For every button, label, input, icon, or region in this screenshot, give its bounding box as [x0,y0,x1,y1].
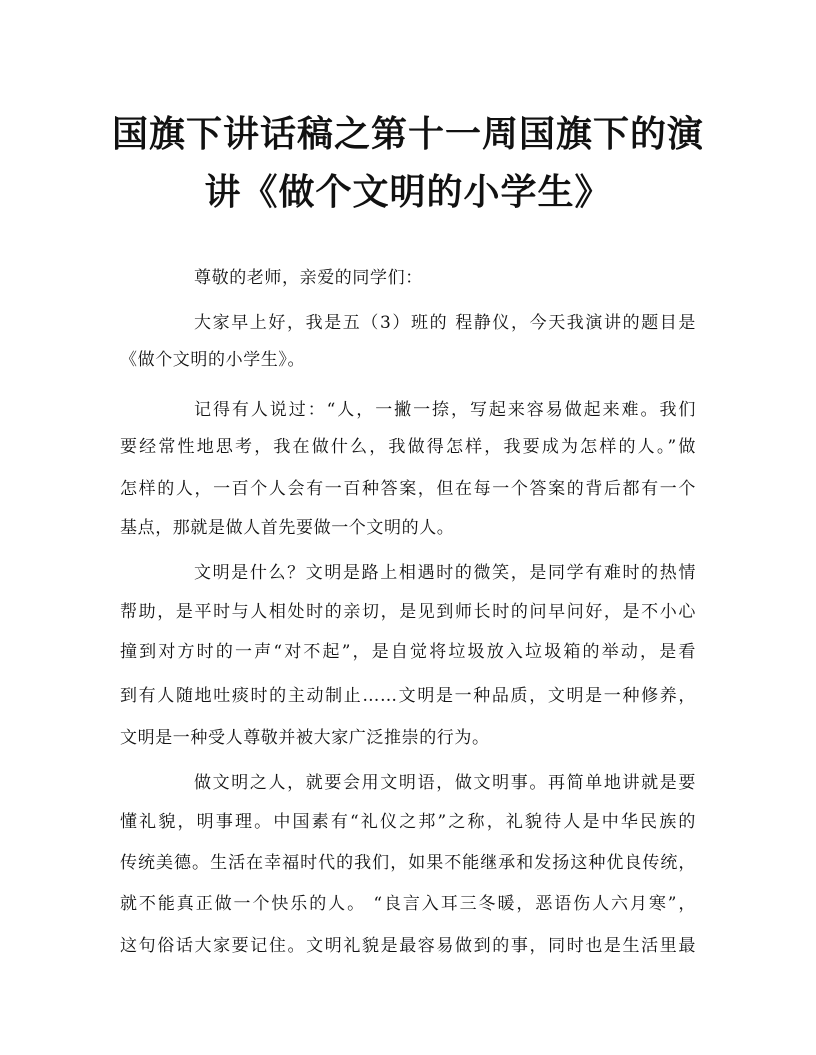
paragraph-line: 帮助，是平时与人相处时的亲切，是见到师长时的问早问好，是不小心 [120,602,696,622]
paragraph-line: 记得有人说过：“人，一撇一捺，写起来容易做起来难。我们 [194,400,696,420]
paragraph-line: 怎样的人，一百个人会有一百种答案，但在每一个答案的背后都有一个 [120,479,696,499]
paragraph-line: 就不能真正做一个快乐的人。 “良言入耳三冬暖，恶语伤人六月寒”， [120,894,696,914]
paragraph-line: 《做个文明的小学生》。 [120,350,306,370]
document-title-line-2: 讲《做个文明的小学生》 [204,171,612,213]
paragraph-line: 传统美德。生活在幸福时代的我们，如果不能继承和发扬这种优良传统， [120,853,696,873]
salutation: 尊敬的老师，亲爱的同学们： [194,268,423,288]
paragraph-line: 文明是一种受人尊敬并被大家广泛推崇的行为。 [120,728,490,748]
paragraph-line: 大家早上好，我是五（3）班的 程静仪，今天我演讲的题目是 [194,313,696,333]
document-title-line-1: 国旗下讲话稿之第十一周国旗下的演 [111,113,704,155]
paragraph-line: 要经常性地思考，我在做什么，我做得怎样，我要成为怎样的人。”做 [120,437,696,457]
paragraph-line: 文明是什么？文明是路上相遇时的微笑，是同学有难时的热情 [194,563,696,583]
paragraph-line: 这句俗话大家要记住。文明礼貌是最容易做到的事，同时也是生活里最 [120,936,696,956]
paragraph-line: 到有人随地吐痰时的主动制止……文明是一种品质，文明是一种修养， [120,686,696,706]
paragraph-line: 基点，那就是做人首先要做一个文明的人。 [120,518,455,538]
paragraph-line: 撞到对方时的一声“对不起”，是自觉将垃圾放入垃圾箱的举动，是看 [120,642,696,662]
paragraph-line: 懂礼貌，明事理。中国素有“礼仪之邦”之称，礼貌待人是中华民族的 [120,812,696,832]
paragraph-line: 做文明之人，就要会用文明语，做文明事。再简单地讲就是要 [194,773,696,793]
